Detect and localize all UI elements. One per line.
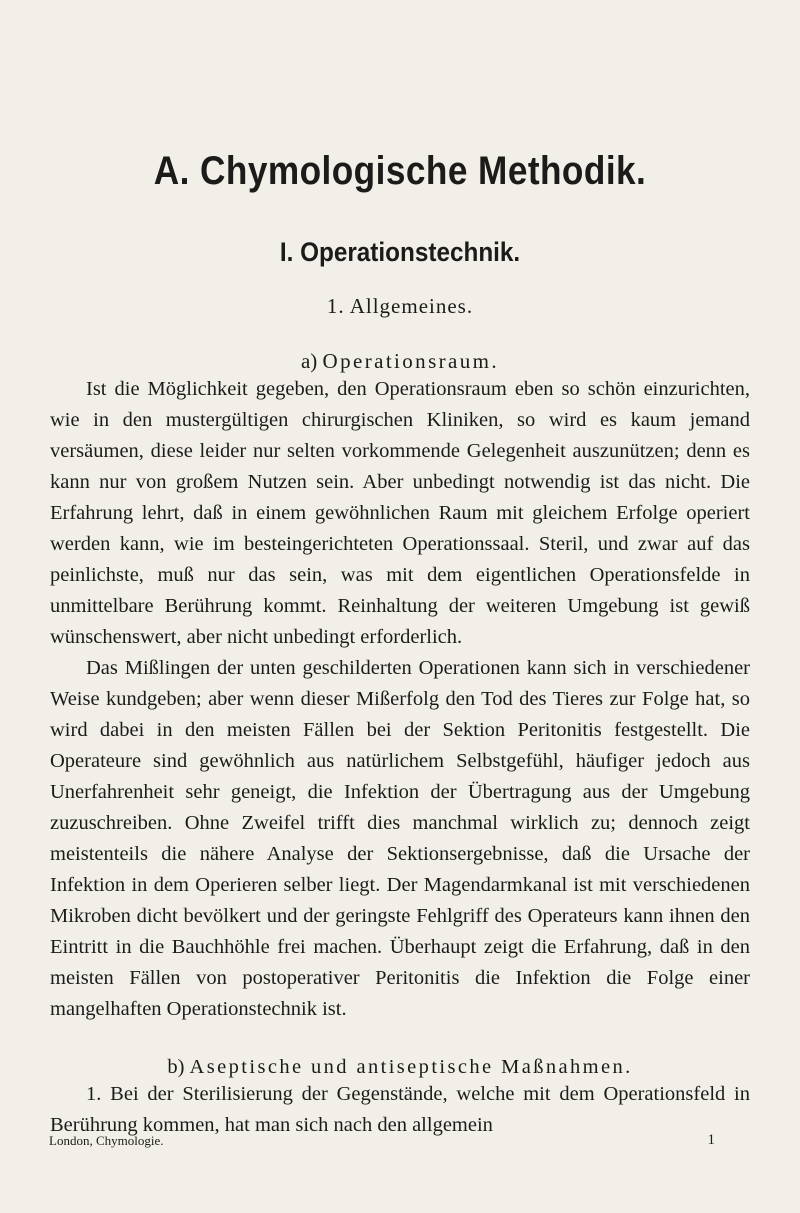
subsubsection-label: a): [300, 349, 318, 373]
subsubsection-title: Aseptische und antiseptische Maßnahmen.: [189, 1056, 633, 1078]
chapter-heading: A. Chymologische Methodik.: [153, 149, 647, 193]
paragraph: Ist die Möglichkeit gegeben, den Operationsraum eben so schön einzurichten, wie in den mustergültigen chirurgischen Kliniken, so wird es kaum jemand versäumen, diese leider nur selten vorkommende Gelegenheit auszunützen; denn es kann nur von großem Nutzen sein. Aber unbedingt notwendig ist das nicht. Die Erfahrung lehrt, daß in einem gewöhnlichen Raum mit gleichem Erfolge operiert werden kann, wie im besteingerichteten Operationssaal. Steril, und zwar auf das peinlichste, muß nur das sein, was mit dem eigentlichen Operationsfelde in unmittelbare Berührung kommt. Reinhaltung der weiteren Umgebung ist gewiß wünschenswert, aber nicht unbedingt erforderlich.: [50, 378, 750, 648]
section-heading: I. Operationstechnik.: [279, 237, 521, 267]
paragraph: Das Mißlingen der unten geschilderten Operationen kann sich in verschiedener Weise kundgeben; aber wenn dieser Mißerfolg den Tod des Tieres zur Folge hat, so wird dabei in den meisten Fällen bei der Sektion Peritonitis festgestellt. Die Operateure sind gewöhnlich aus natürlichem Selbstgefühl, häufiger jedoch aus Unerfahrenheit sehr geneigt, die Infektion der Übertragung aus der Umgebung zuzuschreiben. Ohne Zweifel trifft dies manchmal wirklich zu; dennoch zeigt meistenteils die nähere Analyse der Sektionsergebnisse, daß die Ursache der Infektion in dem Operieren selber liegt. Der Magendarmkanal ist mit verschiedenen Mikroben dicht bevölkert und der geringste Fehlgriff des Operateurs kann ihnen den Eintritt in die Bauchhöhle frei machen. Überhaupt zeigt die Erfahrung, daß in den meisten Fällen von postoperativer Peritonitis die Infektion die Folge einer mangelhaften Operationstechnik ist.: [50, 657, 750, 1020]
page-number: 1: [707, 1132, 715, 1148]
subsubsection-title: Operationsraum.: [322, 349, 500, 373]
subsubsection-heading-a: [0, 349, 800, 374]
running-footer-text: London, Chymologie.: [49, 1133, 164, 1148]
subsection-heading: 1. Allgemeines.: [326, 294, 474, 318]
body-text-a: [50, 374, 750, 1025]
paragraph: 1. Bei der Sterilisierung der Gegenstände, welche mit dem Operationsfeld in Berührung kommen, hat man sich nach den allgemein: [50, 1083, 750, 1136]
subsubsection-label: b): [167, 1056, 185, 1078]
subsubsection-heading-b: [0, 1056, 800, 1079]
body-text-b: [50, 1079, 750, 1141]
